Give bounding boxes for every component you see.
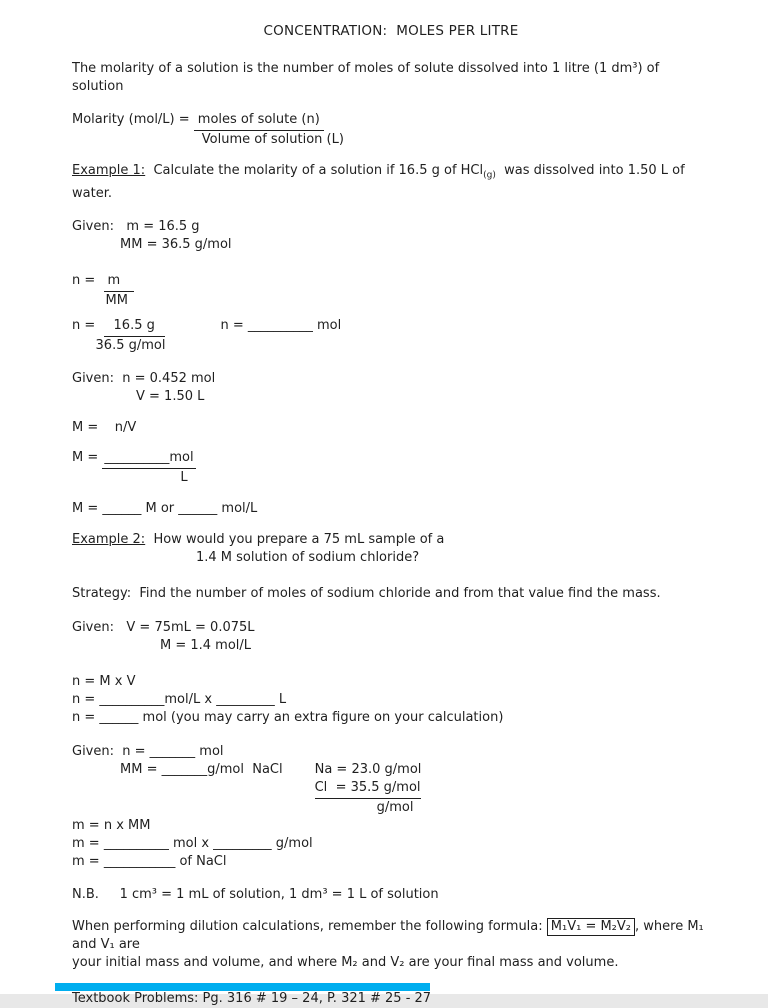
- example2-m-formula: m = n x MM: [72, 817, 151, 833]
- example2-given2: [72, 743, 710, 871]
- example1-label: Example 1:: [72, 163, 146, 178]
- example1-intro: [72, 162, 710, 203]
- cl-molar-mass-line: [315, 779, 422, 799]
- example1-frac2-label: n =: [72, 317, 104, 333]
- example1-final-answer: M = ______ M or ______ mol/L: [72, 500, 258, 516]
- bottom-accent-bar: [55, 983, 430, 991]
- dilution-paragraph: [72, 918, 710, 972]
- molarity-fraction: [194, 111, 344, 149]
- dilution-line1: [72, 918, 710, 954]
- molarity-definition: [72, 111, 710, 149]
- example2-question-line2: 1.4 M solution of sodium chloride?: [196, 549, 420, 565]
- intro-paragraph: [72, 60, 710, 96]
- example2-n-formula: n = M x V: [72, 673, 136, 689]
- example2-n-calc: n = __________mol/L x _________ L: [72, 691, 287, 707]
- example1-given2-line2: V = 1.50 L: [136, 388, 205, 404]
- example2-given2-line2: MM = _______g/mol NaCl: [120, 761, 283, 777]
- na-molar-mass: Na = 23.0 g/mol: [314, 761, 422, 777]
- example2-n-block: [72, 673, 710, 727]
- example1-frac3: [102, 449, 195, 487]
- example1-given1: [72, 218, 710, 254]
- example1-formula-n: [72, 272, 710, 310]
- molarity-numerator: moles of solute (n): [194, 111, 324, 131]
- example2-given1: [72, 619, 710, 655]
- example2-m-calc: m = __________ mol x _________ g/mol: [72, 835, 313, 851]
- example2-n-answer: n = ______ mol (you may carry an extra figure on your calculation): [72, 709, 504, 725]
- example2-given1-line2: M = 1.4 mol/L: [160, 637, 252, 653]
- example1-given1-line1: Given: m = 16.5 g: [72, 218, 200, 234]
- example1-intro-a: Calculate the molarity of a solution if 16.5 g of HCl: [145, 163, 484, 178]
- example2-m-answer: m = ___________ of NaCl: [72, 853, 227, 869]
- example1-given2: [72, 370, 710, 406]
- molarity-label: Molarity (mol/L) =: [72, 112, 194, 127]
- example1-intro-b: was dissolved into 1.50 L of water.: [72, 163, 689, 201]
- example2-strategy: Strategy: Find the number of moles of sodium chloride and from that value find the mass.: [72, 585, 661, 601]
- example2-label: Example 2:: [72, 531, 146, 547]
- example2-molar-mass-row: [72, 761, 710, 817]
- example1-m-formula: M = n/V: [72, 419, 137, 435]
- example1-frac1-denominator: MM: [105, 292, 128, 308]
- textbook-problems: Textbook Problems: Pg. 316 # 19 – 24, P. 321 # 25 - 27: [72, 990, 432, 1006]
- example1-calculation-n: [72, 317, 710, 355]
- nota-bene: N.B. 1 cm³ = 1 mL of solution, 1 dm³ = 1 L of solution: [72, 886, 439, 902]
- example2-question-text: How would you prepare a 75 mL sample of a: [145, 531, 445, 547]
- example2-question: [72, 531, 710, 567]
- sum-molar-mass: g/mol: [376, 799, 414, 815]
- example1-frac2: [95, 317, 166, 355]
- molarity-denominator: Volume of solution (L): [201, 132, 344, 147]
- intro-text: The molarity of a solution is the number of moles of solute dissolved into 1 litre (1 dm³) of solution: [72, 61, 664, 94]
- example1-frac3-denominator: L: [180, 469, 188, 485]
- cl-molar-mass: Cl = 35.5 g/mol: [315, 779, 421, 799]
- example1-frac3-label: M =: [72, 449, 103, 465]
- example2-given1-line1: Given: V = 75mL = 0.075L: [72, 619, 255, 635]
- example1-frac3-numerator: __________mol: [102, 449, 195, 469]
- example1-given2-line1: Given: n = 0.452 mol: [72, 370, 216, 386]
- example1-frac1: [104, 272, 135, 310]
- example2-question-line1: [72, 531, 710, 549]
- page-title: CONCENTRATION: MOLES PER LITRE: [263, 23, 519, 39]
- example1-frac1-numerator: m: [104, 272, 135, 292]
- example1-given1-line2: MM = 36.5 g/mol: [120, 236, 232, 252]
- dilution-formula-box: M₁V₁ = M₂V₂: [547, 918, 635, 936]
- molar-mass-sum: [315, 761, 422, 817]
- example1-n-answer-blank: n = __________ mol: [220, 317, 342, 333]
- example1-frac2-numerator: 16.5 g: [104, 317, 165, 337]
- example1-frac2-denominator: 36.5 g/mol: [95, 337, 166, 353]
- example2-given2-line1: Given: n = _______ mol: [72, 743, 224, 759]
- dilution-line2: your initial mass and volume, and where M₂ and V₂ are your final mass and volume.: [72, 954, 619, 970]
- example1-frac1-label: n =: [72, 272, 104, 288]
- dilution-before-text: When performing dilution calculations, remember the following formula:: [72, 918, 547, 934]
- dilution-after-text: , where M₁ and V₁ are: [72, 918, 708, 952]
- example1-hcl-subscript: (g): [483, 170, 496, 181]
- example1-m-calculation: [72, 449, 710, 487]
